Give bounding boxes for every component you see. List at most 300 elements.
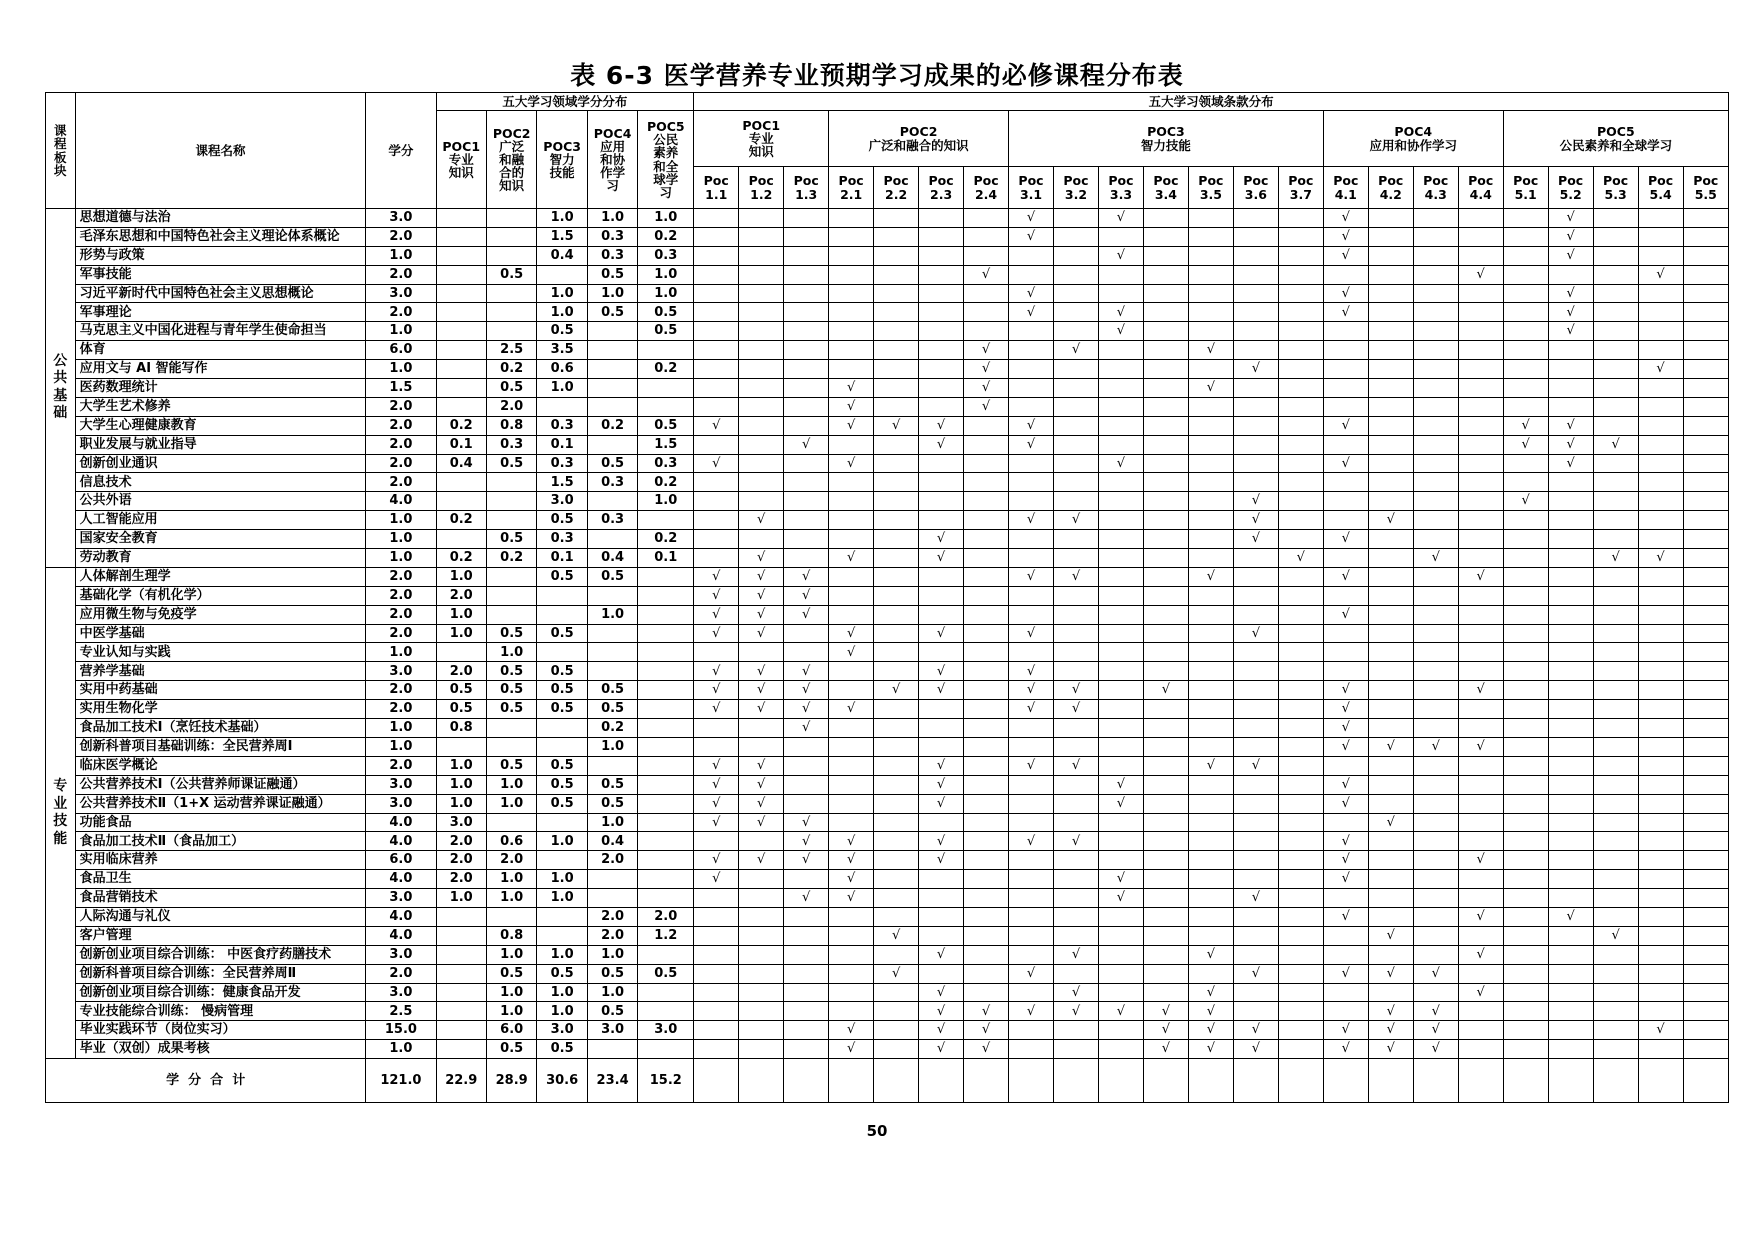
empty-cell bbox=[1098, 416, 1143, 435]
empty-cell bbox=[1683, 360, 1728, 379]
empty-cell bbox=[1278, 756, 1323, 775]
poc-credit-cell bbox=[638, 341, 694, 360]
poc-credit-cell: 0.2 bbox=[436, 511, 486, 530]
poc-credit-cell bbox=[486, 322, 536, 341]
poc-credit-cell: 0.5 bbox=[638, 303, 694, 322]
empty-cell bbox=[1143, 397, 1188, 416]
poc-credit-cell: 0.3 bbox=[587, 246, 637, 265]
course-name-cell: 信息技术 bbox=[75, 473, 366, 492]
empty-cell bbox=[1548, 1040, 1593, 1059]
poc-credit-cell bbox=[537, 907, 587, 926]
empty-cell bbox=[1054, 397, 1099, 416]
poc-credit-cell: 1.0 bbox=[436, 775, 486, 794]
check-mark-cell: √ bbox=[1323, 567, 1368, 586]
poc-credit-cell: 0.8 bbox=[486, 416, 536, 435]
empty-cell bbox=[1548, 567, 1593, 586]
table-row bbox=[46, 889, 1729, 908]
empty-cell bbox=[1233, 945, 1278, 964]
empty-cell bbox=[1683, 246, 1728, 265]
empty-cell bbox=[1054, 775, 1099, 794]
check-mark-cell: √ bbox=[1323, 284, 1368, 303]
empty-cell bbox=[1233, 303, 1278, 322]
poc-credit-cell bbox=[587, 643, 637, 662]
empty-cell bbox=[1098, 473, 1143, 492]
empty-cell bbox=[1009, 851, 1054, 870]
empty-cell bbox=[1593, 945, 1638, 964]
poc-subcolumn-header: Poc 4.4 bbox=[1458, 167, 1503, 209]
empty-cell bbox=[874, 1021, 919, 1040]
empty-cell bbox=[1278, 227, 1323, 246]
empty-cell bbox=[1458, 246, 1503, 265]
check-mark-cell: √ bbox=[1548, 303, 1593, 322]
poc-credit-cell: 0.8 bbox=[436, 719, 486, 738]
empty-cell bbox=[1054, 907, 1099, 926]
empty-cell bbox=[1009, 530, 1054, 549]
poc-credit-cell bbox=[436, 397, 486, 416]
empty-cell bbox=[919, 303, 964, 322]
empty-cell bbox=[1503, 605, 1548, 624]
empty-cell bbox=[1368, 775, 1413, 794]
empty-cell bbox=[784, 1040, 829, 1059]
course-name-cell: 大学生艺术修养 bbox=[75, 397, 366, 416]
empty-cell bbox=[1278, 379, 1323, 398]
course-name-cell: 食品加工技术Ⅱ（食品加工） bbox=[75, 832, 366, 851]
poc-credit-cell: 2.0 bbox=[638, 907, 694, 926]
poc-credit-cell: 2.0 bbox=[436, 851, 486, 870]
empty-cell bbox=[1368, 851, 1413, 870]
empty-cell bbox=[1503, 265, 1548, 284]
credit-cell: 2.0 bbox=[366, 567, 436, 586]
poc-credit-cell: 0.8 bbox=[486, 926, 536, 945]
empty-cell bbox=[739, 530, 784, 549]
check-mark-cell: √ bbox=[694, 681, 739, 700]
empty-cell bbox=[1368, 889, 1413, 908]
empty-cell bbox=[919, 1059, 964, 1103]
poc-credit-cell bbox=[436, 303, 486, 322]
empty-cell bbox=[1458, 964, 1503, 983]
empty-cell bbox=[1683, 662, 1728, 681]
empty-cell bbox=[829, 926, 874, 945]
empty-cell bbox=[1503, 851, 1548, 870]
empty-cell bbox=[1413, 775, 1458, 794]
empty-cell bbox=[1548, 851, 1593, 870]
credit-cell: 3.0 bbox=[366, 209, 436, 228]
empty-cell bbox=[1054, 964, 1099, 983]
poc-credit-cell: 3.0 bbox=[537, 492, 587, 511]
empty-cell bbox=[739, 1040, 784, 1059]
empty-cell bbox=[1683, 964, 1728, 983]
poc-credit-cell: 0.5 bbox=[587, 794, 637, 813]
empty-cell bbox=[1638, 907, 1683, 926]
empty-cell bbox=[874, 567, 919, 586]
empty-cell bbox=[1593, 624, 1638, 643]
empty-cell bbox=[919, 586, 964, 605]
poc-credit-cell: 0.5 bbox=[537, 756, 587, 775]
empty-cell bbox=[964, 737, 1009, 756]
poc-credit-cell: 0.5 bbox=[486, 662, 536, 681]
empty-cell bbox=[874, 303, 919, 322]
course-name-cell: 基础化学（有机化学） bbox=[75, 586, 366, 605]
empty-cell bbox=[1638, 246, 1683, 265]
empty-cell bbox=[1683, 719, 1728, 738]
check-mark-cell: √ bbox=[739, 586, 784, 605]
empty-cell bbox=[1143, 322, 1188, 341]
empty-cell bbox=[1054, 926, 1099, 945]
empty-cell bbox=[1368, 227, 1413, 246]
poc-credit-cell bbox=[436, 737, 486, 756]
poc-credit-cell bbox=[638, 624, 694, 643]
empty-cell bbox=[1503, 662, 1548, 681]
course-name-cell: 实用中药基础 bbox=[75, 681, 366, 700]
empty-cell bbox=[1278, 945, 1323, 964]
poc-credit-cell: 0.6 bbox=[486, 832, 536, 851]
check-mark-cell: √ bbox=[829, 832, 874, 851]
empty-cell bbox=[874, 983, 919, 1002]
check-mark-cell: √ bbox=[1098, 454, 1143, 473]
poc-credit-cell: 1.0 bbox=[537, 209, 587, 228]
check-mark-cell: √ bbox=[964, 397, 1009, 416]
empty-cell bbox=[1143, 1059, 1188, 1103]
empty-cell bbox=[874, 832, 919, 851]
empty-cell bbox=[874, 360, 919, 379]
empty-cell bbox=[1233, 681, 1278, 700]
poc-credit-cell: 1.0 bbox=[436, 624, 486, 643]
empty-cell bbox=[919, 719, 964, 738]
course-name-cell: 形势与政策 bbox=[75, 246, 366, 265]
credit-cell: 2.0 bbox=[366, 624, 436, 643]
empty-cell bbox=[694, 1002, 739, 1021]
empty-cell bbox=[1503, 700, 1548, 719]
empty-cell bbox=[1503, 227, 1548, 246]
empty-cell bbox=[1503, 454, 1548, 473]
empty-cell bbox=[1098, 567, 1143, 586]
poc-credit-cell: 0.5 bbox=[486, 530, 536, 549]
check-mark-cell: √ bbox=[829, 851, 874, 870]
empty-cell bbox=[784, 964, 829, 983]
check-mark-cell: √ bbox=[1548, 322, 1593, 341]
course-name-cell: 中医学基础 bbox=[75, 624, 366, 643]
empty-cell bbox=[1233, 265, 1278, 284]
empty-cell bbox=[919, 643, 964, 662]
empty-cell bbox=[964, 907, 1009, 926]
check-mark-cell: √ bbox=[919, 1002, 964, 1021]
check-mark-cell: √ bbox=[1323, 907, 1368, 926]
poc-credit-cell: 3.0 bbox=[436, 813, 486, 832]
empty-cell bbox=[1458, 454, 1503, 473]
empty-cell bbox=[874, 662, 919, 681]
empty-cell bbox=[1278, 794, 1323, 813]
check-mark-cell: √ bbox=[784, 586, 829, 605]
poc-credit-cell bbox=[537, 265, 587, 284]
check-mark-cell: √ bbox=[1098, 794, 1143, 813]
empty-cell bbox=[1233, 397, 1278, 416]
check-mark-cell: √ bbox=[1323, 605, 1368, 624]
poc-credit-cell: 0.2 bbox=[486, 549, 536, 568]
empty-cell bbox=[1323, 889, 1368, 908]
check-mark-cell: √ bbox=[829, 416, 874, 435]
empty-cell bbox=[1098, 681, 1143, 700]
empty-cell bbox=[1413, 870, 1458, 889]
empty-cell bbox=[1098, 945, 1143, 964]
empty-cell bbox=[1638, 851, 1683, 870]
empty-cell bbox=[919, 605, 964, 624]
empty-cell bbox=[694, 379, 739, 398]
empty-cell bbox=[784, 907, 829, 926]
empty-cell bbox=[1143, 756, 1188, 775]
poc-credit-cell: 1.0 bbox=[436, 794, 486, 813]
empty-cell bbox=[1458, 870, 1503, 889]
empty-cell bbox=[1683, 492, 1728, 511]
check-mark-cell: √ bbox=[829, 624, 874, 643]
empty-cell bbox=[1233, 246, 1278, 265]
empty-cell bbox=[1638, 719, 1683, 738]
table-row bbox=[46, 870, 1729, 889]
empty-cell bbox=[1098, 964, 1143, 983]
empty-cell bbox=[1503, 284, 1548, 303]
check-mark-cell: √ bbox=[1548, 907, 1593, 926]
empty-cell bbox=[964, 719, 1009, 738]
check-mark-cell: √ bbox=[1548, 209, 1593, 228]
check-mark-cell: √ bbox=[1098, 870, 1143, 889]
table-row bbox=[46, 416, 1729, 435]
empty-cell bbox=[1143, 265, 1188, 284]
empty-cell bbox=[1683, 624, 1728, 643]
empty-cell bbox=[1188, 435, 1233, 454]
poc-credit-cell: 2.0 bbox=[587, 907, 637, 926]
empty-cell bbox=[1638, 227, 1683, 246]
empty-cell bbox=[1009, 719, 1054, 738]
empty-cell bbox=[1278, 851, 1323, 870]
empty-cell bbox=[739, 360, 784, 379]
check-mark-cell: √ bbox=[1593, 926, 1638, 945]
empty-cell bbox=[1098, 586, 1143, 605]
empty-cell bbox=[1278, 870, 1323, 889]
empty-cell bbox=[1143, 794, 1188, 813]
check-mark-cell: √ bbox=[1054, 945, 1099, 964]
poc-credit-cell: 1.0 bbox=[486, 889, 536, 908]
empty-cell bbox=[1683, 700, 1728, 719]
empty-cell bbox=[1098, 737, 1143, 756]
check-mark-cell: √ bbox=[1323, 851, 1368, 870]
check-mark-cell: √ bbox=[964, 265, 1009, 284]
empty-cell bbox=[1548, 1002, 1593, 1021]
empty-cell bbox=[1593, 719, 1638, 738]
poc-credit-cell bbox=[638, 813, 694, 832]
poc-credit-cell: 3.5 bbox=[537, 341, 587, 360]
empty-cell bbox=[1278, 832, 1323, 851]
check-mark-cell: √ bbox=[829, 889, 874, 908]
empty-cell bbox=[1638, 341, 1683, 360]
empty-cell bbox=[964, 473, 1009, 492]
check-mark-cell: √ bbox=[829, 870, 874, 889]
poc-credit-cell bbox=[638, 945, 694, 964]
poc-credit-cell: 0.5 bbox=[537, 964, 587, 983]
empty-cell bbox=[1188, 530, 1233, 549]
empty-cell bbox=[1098, 926, 1143, 945]
empty-cell bbox=[1188, 511, 1233, 530]
empty-cell bbox=[694, 737, 739, 756]
check-mark-cell: √ bbox=[964, 341, 1009, 360]
course-name-cell: 医药数理统计 bbox=[75, 379, 366, 398]
poc-credit-cell: 0.5 bbox=[486, 1040, 536, 1059]
empty-cell bbox=[1503, 209, 1548, 228]
empty-cell bbox=[1143, 832, 1188, 851]
credit-cell: 6.0 bbox=[366, 851, 436, 870]
check-mark-cell: √ bbox=[1188, 1040, 1233, 1059]
poc-credit-cell: 2.0 bbox=[436, 586, 486, 605]
check-mark-cell: √ bbox=[919, 435, 964, 454]
empty-cell bbox=[1143, 492, 1188, 511]
credit-col-header: POC4 应用 和协 作学 习 bbox=[587, 111, 637, 209]
empty-cell bbox=[1323, 813, 1368, 832]
check-mark-cell: √ bbox=[1054, 341, 1099, 360]
empty-cell bbox=[964, 700, 1009, 719]
empty-cell bbox=[1143, 549, 1188, 568]
empty-cell bbox=[1638, 1040, 1683, 1059]
empty-cell bbox=[1009, 473, 1054, 492]
empty-cell bbox=[1458, 549, 1503, 568]
empty-cell bbox=[1188, 454, 1233, 473]
empty-cell bbox=[739, 416, 784, 435]
poc-credit-cell: 0.5 bbox=[638, 322, 694, 341]
empty-cell bbox=[1503, 1059, 1548, 1103]
empty-cell bbox=[1143, 586, 1188, 605]
poc-credit-cell bbox=[638, 1040, 694, 1059]
check-mark-cell: √ bbox=[1323, 530, 1368, 549]
check-mark-cell: √ bbox=[1098, 322, 1143, 341]
empty-cell bbox=[1188, 360, 1233, 379]
empty-cell bbox=[1413, 435, 1458, 454]
empty-cell bbox=[1548, 737, 1593, 756]
empty-cell bbox=[1458, 1059, 1503, 1103]
empty-cell bbox=[694, 983, 739, 1002]
empty-cell bbox=[1458, 209, 1503, 228]
poc-credit-cell: 1.0 bbox=[587, 209, 637, 228]
empty-cell bbox=[1188, 624, 1233, 643]
empty-cell bbox=[1458, 284, 1503, 303]
empty-cell bbox=[1683, 832, 1728, 851]
poc-credit-cell: 1.5 bbox=[537, 473, 587, 492]
empty-cell bbox=[1548, 511, 1593, 530]
check-mark-cell: √ bbox=[1413, 964, 1458, 983]
course-block-label: 专 业 技 能 bbox=[46, 567, 76, 1058]
empty-cell bbox=[1413, 530, 1458, 549]
empty-cell bbox=[1683, 983, 1728, 1002]
empty-cell bbox=[1143, 662, 1188, 681]
check-mark-cell: √ bbox=[694, 756, 739, 775]
poc-credit-cell bbox=[436, 926, 486, 945]
poc-credit-cell bbox=[436, 1002, 486, 1021]
empty-cell bbox=[1323, 265, 1368, 284]
empty-cell bbox=[1143, 246, 1188, 265]
empty-cell bbox=[1683, 794, 1728, 813]
empty-cell bbox=[1503, 737, 1548, 756]
poc-credit-cell: 1.0 bbox=[587, 605, 637, 624]
empty-cell bbox=[1638, 681, 1683, 700]
course-name-cell: 毕业（双创）成果考核 bbox=[75, 1040, 366, 1059]
check-mark-cell: √ bbox=[1143, 1002, 1188, 1021]
empty-cell bbox=[1548, 700, 1593, 719]
empty-cell bbox=[1009, 454, 1054, 473]
check-mark-cell: √ bbox=[1323, 737, 1368, 756]
empty-cell bbox=[739, 643, 784, 662]
empty-cell bbox=[1413, 889, 1458, 908]
check-mark-cell: √ bbox=[919, 530, 964, 549]
empty-cell bbox=[1054, 379, 1099, 398]
poc-subcolumn-header: Poc 3.7 bbox=[1278, 167, 1323, 209]
poc-credit-cell bbox=[638, 832, 694, 851]
poc-credit-cell: 1.0 bbox=[587, 945, 637, 964]
table-row bbox=[46, 907, 1729, 926]
poc-credit-cell bbox=[638, 737, 694, 756]
empty-cell bbox=[739, 379, 784, 398]
empty-cell bbox=[874, 284, 919, 303]
empty-cell bbox=[1098, 907, 1143, 926]
course-name-cell: 食品营销技术 bbox=[75, 889, 366, 908]
empty-cell bbox=[784, 756, 829, 775]
check-mark-cell: √ bbox=[1278, 549, 1323, 568]
poc-credit-cell: 1.0 bbox=[537, 889, 587, 908]
course-name-cell: 营养学基础 bbox=[75, 662, 366, 681]
empty-cell bbox=[1458, 360, 1503, 379]
empty-cell bbox=[1233, 700, 1278, 719]
empty-cell bbox=[1683, 341, 1728, 360]
poc-subcolumn-header: Poc 3.3 bbox=[1098, 167, 1143, 209]
empty-cell bbox=[829, 473, 874, 492]
check-mark-cell: √ bbox=[1009, 227, 1054, 246]
course-name-cell: 食品卫生 bbox=[75, 870, 366, 889]
empty-cell bbox=[1458, 416, 1503, 435]
empty-cell bbox=[1054, 1040, 1099, 1059]
empty-cell bbox=[1638, 832, 1683, 851]
empty-cell bbox=[1593, 983, 1638, 1002]
poc-credit-cell bbox=[587, 586, 637, 605]
check-mark-cell: √ bbox=[919, 416, 964, 435]
poc-credit-cell bbox=[486, 567, 536, 586]
empty-cell bbox=[1188, 265, 1233, 284]
check-mark-cell: √ bbox=[1188, 1021, 1233, 1040]
table-row bbox=[46, 851, 1729, 870]
poc-credit-cell: 0.5 bbox=[587, 567, 637, 586]
poc-credit-cell bbox=[436, 341, 486, 360]
empty-cell bbox=[1098, 530, 1143, 549]
empty-cell bbox=[964, 624, 1009, 643]
empty-cell bbox=[1593, 1059, 1638, 1103]
empty-cell bbox=[964, 549, 1009, 568]
empty-cell bbox=[1009, 813, 1054, 832]
check-mark-cell: √ bbox=[1548, 454, 1593, 473]
empty-cell bbox=[1638, 303, 1683, 322]
poc-subcolumn-header: Poc 1.1 bbox=[694, 167, 739, 209]
empty-cell bbox=[1054, 605, 1099, 624]
empty-cell bbox=[1278, 643, 1323, 662]
empty-cell bbox=[1054, 643, 1099, 662]
empty-cell bbox=[1278, 322, 1323, 341]
empty-cell bbox=[1278, 700, 1323, 719]
empty-cell bbox=[1188, 549, 1233, 568]
empty-cell bbox=[1503, 322, 1548, 341]
empty-cell bbox=[1413, 926, 1458, 945]
poc-credit-cell: 1.0 bbox=[638, 265, 694, 284]
empty-cell bbox=[1368, 284, 1413, 303]
total-poc-credit: 15.2 bbox=[638, 1059, 694, 1103]
poc-credit-cell bbox=[638, 379, 694, 398]
check-mark-cell: √ bbox=[1233, 1021, 1278, 1040]
poc-credit-cell bbox=[486, 227, 536, 246]
check-mark-cell: √ bbox=[1233, 889, 1278, 908]
empty-cell bbox=[1413, 379, 1458, 398]
empty-cell bbox=[1368, 1059, 1413, 1103]
